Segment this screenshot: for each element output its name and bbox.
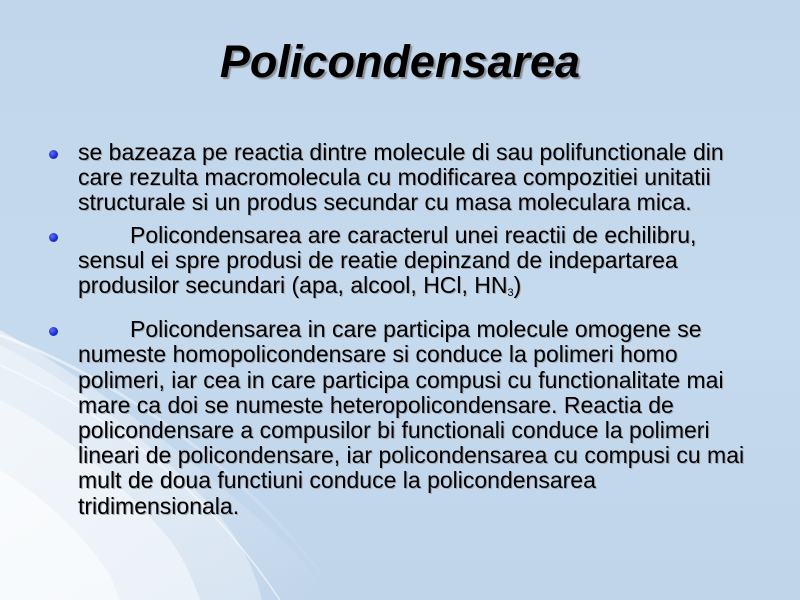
bullet-item — [0, 223, 800, 307]
slide-title: Policondensarea — [219, 36, 581, 87]
bullet-item — [0, 140, 800, 216]
bullet-text: Policondensarea are caracterul unei reactii de echilibru, sensul ei spre produsi de reatie depinzand de indepartarea produsilor secundari (apa, alcool, HCl, HN — [78, 221, 697, 299]
bullet-text: se bazeaza pe reactia dintre molecule di sau polifunctionale din care rezulta macromolecula cu modificarea compozitiei unitatii structurale si un produs secundar cu masa moleculara mica. — [78, 139, 724, 216]
bullet-icon — [49, 150, 58, 159]
bullet-text-end: ) — [513, 272, 522, 299]
bullet-icon — [49, 233, 58, 242]
bullet-list — [0, 140, 800, 519]
bullet-item — [0, 317, 800, 519]
subscript: 3 — [507, 287, 514, 300]
bullet-icon — [49, 327, 58, 336]
bullet-text: Policondensarea in care participa molecule omogene se numeste homopolicondensare si conduce la polimeri homo polimeri, iar cea in care participa compusi cu functionalitate mai mare ca doi se numeste heteropolicondensare. Reactia de policondensare a compusilor bi functionali conduce la polimeri lineari de policondensare, iar policondensarea cu compusi cu mai mult de doua functiuni conduce la policondensarea tridimensionala. — [78, 316, 745, 519]
